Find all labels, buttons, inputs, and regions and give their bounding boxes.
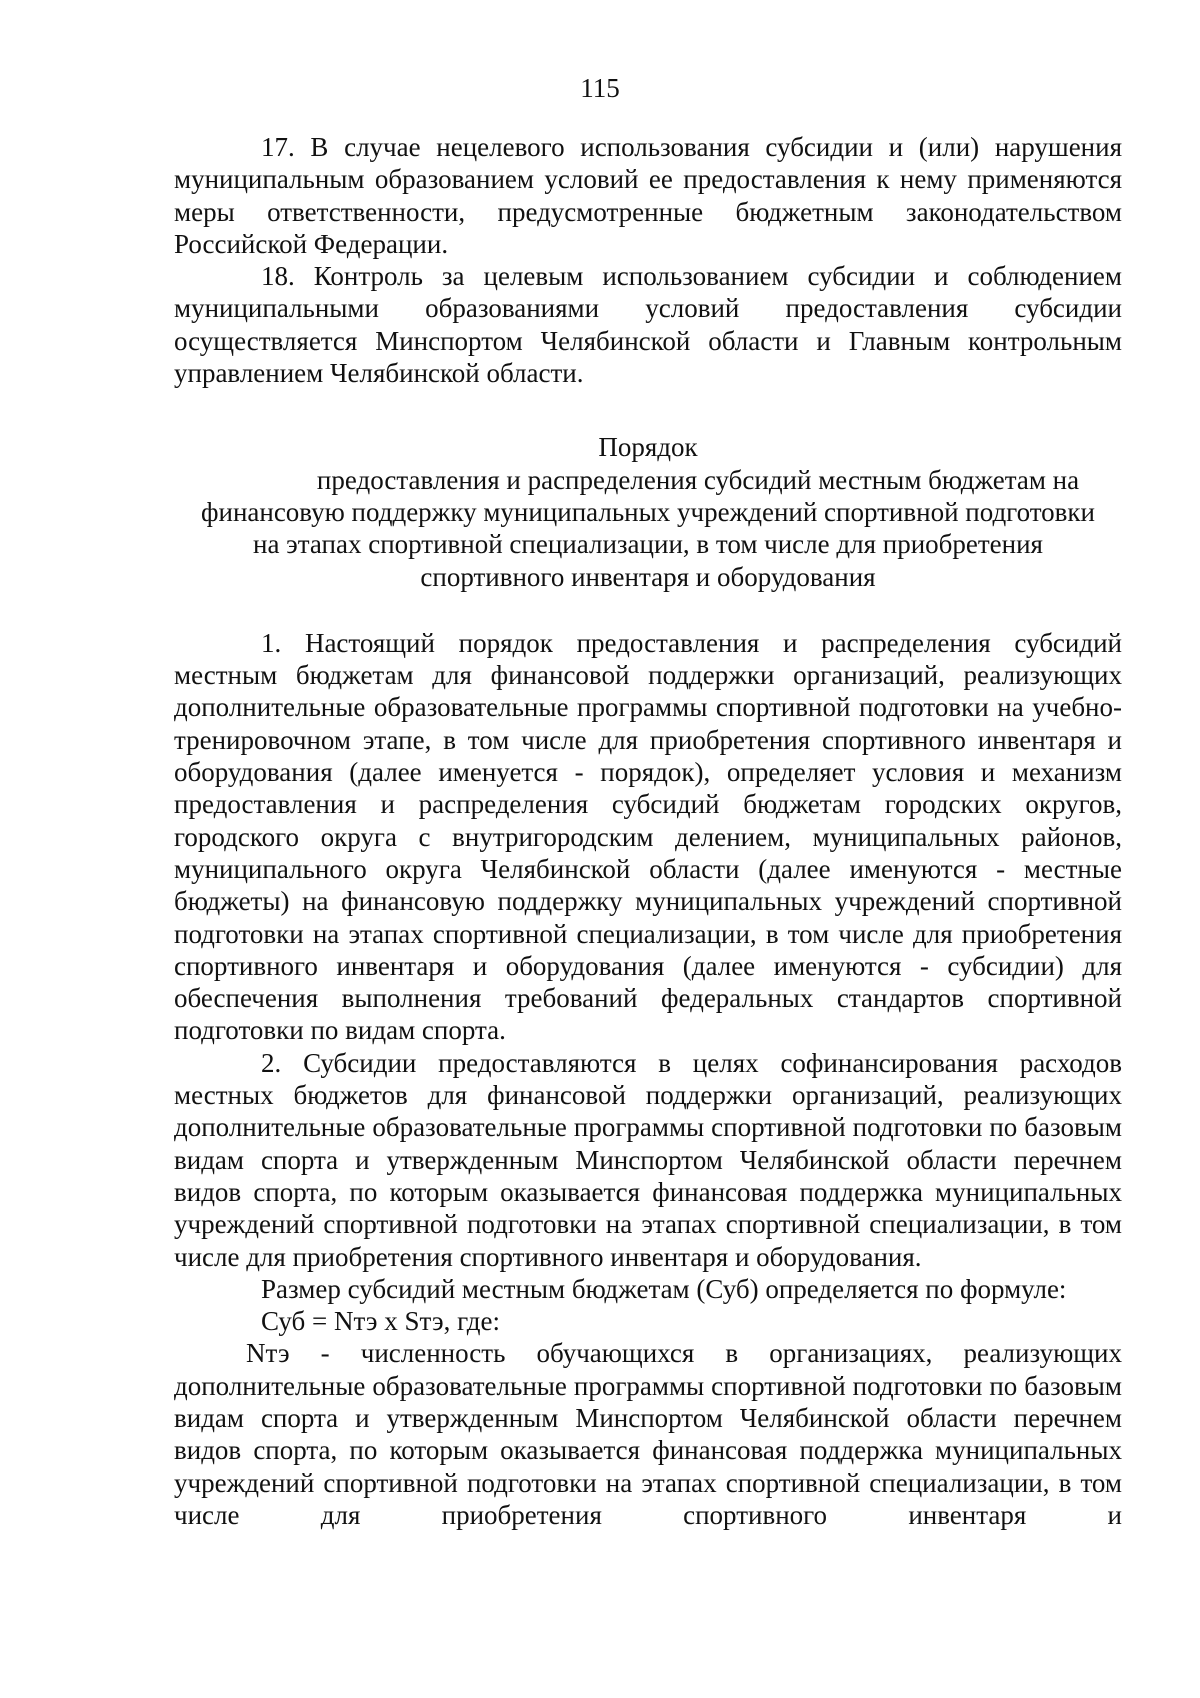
formula-intro: Размер субсидий местным бюджетам (Суб) определяется по формуле: [261,1273,1067,1304]
paragraph-17: 17. В случае нецелевого использования субсидии и (или) нарушения муниципальным образованием условий ее предоставления к нему применяются меры ответственности, предусмотренные бюджетным законодательством Российской Федерации. [174,132,1122,259]
section-subtitle-line: финансовую поддержку муниципальных учреждений спортивной подготовки [201,496,1095,527]
section-subtitle-line: на этапах спортивной специализации, в том числе для приобретения [253,529,1043,560]
paragraph-1: 1. Настоящий порядок предоставления и распределения субсидий местным бюджетам для финансовой поддержки организаций, реализующих дополнительные образовательные программы спортивной подготовки на учебно-тренировочном этапе, в том числе для приобретения спортивного инвентаря и оборудования (далее именуется - порядок), определяет условия и механизм предоставления и распределения субсидий бюджетам городских округов, городского округа с внутригородским делением, муниципальных районов, муниципального округа Челябинской области (далее именуются - местные бюджеты) на финансовую поддержку муниципальных учреждений спортивной подготовки на этапах спортивной специализации, в том числе для приобретения спортивного инвентаря и оборудования (далее именуются - субсидии) для обеспечения выполнения требований федеральных стандартов спортивной подготовки по видам спорта. [174,627,1122,1046]
formula: Суб = Nтэ x Sтэ, где: [261,1306,501,1337]
section-subtitle [174,464,1122,593]
paragraph-2: 2. Субсидии предоставляются в целях софинансирования расходов местных бюджетов для финансовой поддержки организаций, реализующих дополнительные образовательные программы спортивной подготовки по базовым видам спорта и утвержденным Минспортом Челябинской области перечнем видов спорта, по которым оказывается финансовая поддержка муниципальных учреждений спортивной подготовки на этапах спортивной специализации, в том числе для приобретения спортивного инвентаря и оборудования. [174,1047,1122,1272]
section-spacer [174,593,1122,627]
paragraph-18: 18. Контроль за целевым использованием субсидии и соблюдением муниципальными образованиями условий предоставления субсидии осуществляется Минспортом Челябинской области и Главным контрольным управлением Челябинской области. [174,261,1122,389]
section-subtitle-line: предоставления и распределения субсидий местным бюджетам на [316,464,1080,495]
section-title: Порядок [598,432,698,463]
formula-definition: Nтэ - численность обучающихся в организациях, реализующих дополнительные образовательные программы спортивной подготовки по базовым видам спорта и утвержденным Минспортом Челябинской области перечнем видов спорта, по которым оказывается финансовая поддержка муниципальных учреждений спортивной подготовки на этапах спортивной специализации, в том числе для приобретения спортивного инвентаря и [174,1338,1122,1530]
section-subtitle-line: спортивного инвентаря и оборудования [420,561,876,592]
page-number: 115 [580,73,620,103]
document-content [174,131,1122,1531]
